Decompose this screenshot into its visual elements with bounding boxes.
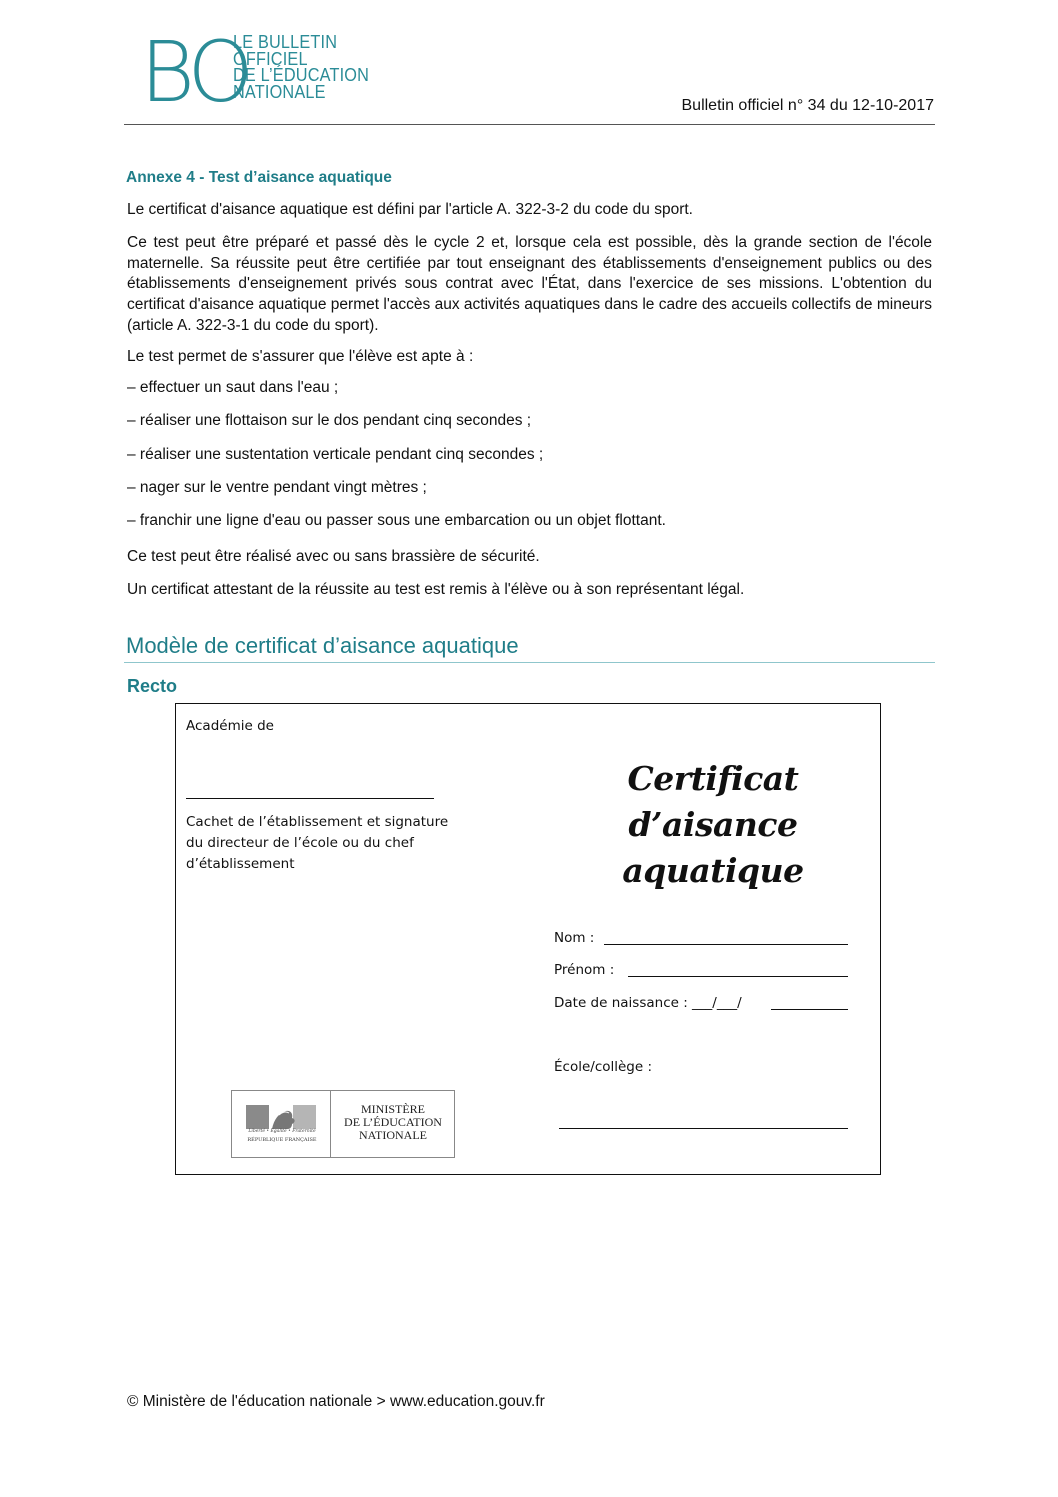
republic-name: RÉPUBLIQUE FRANÇAISE <box>247 1137 317 1143</box>
recto-heading: Recto <box>127 676 178 696</box>
birth-year-field-line <box>771 1009 848 1010</box>
bo-logo-line: NATIONALE <box>233 80 326 102</box>
name-label: Nom : <box>554 930 595 946</box>
certificate-note-paragraph: Un certificat attestant de la réussite au test est remis à l'élève ou à son représentant légal. <box>127 581 745 598</box>
academie-label: Académie de <box>186 718 274 734</box>
certificate-model <box>175 703 881 1175</box>
safety-vest-paragraph: Ce test peut être réalisé avec ou sans brassière de sécurité. <box>127 548 540 565</box>
bo-logo-line: LE BULLETIN <box>233 31 338 52</box>
certificate-title <box>568 756 858 894</box>
list-item: – réaliser une flottaison sur le dos pendant cinq secondes ; <box>127 412 532 430</box>
name-field-line <box>604 944 848 945</box>
stamp-signature-label: Cachet de l’établissement et signature du directeur de l’école ou du chef d’établissement <box>186 814 449 872</box>
annex-title: Annexe 4 - Test d’aisance aquatique <box>126 169 392 186</box>
bo-logo-line: DE L’ÉDUCATION <box>233 64 370 85</box>
bo-logo <box>140 23 380 121</box>
marianne-icon <box>246 1105 316 1129</box>
first-name-field-line <box>628 976 848 977</box>
list-item: – effectuer un saut dans l'eau ; <box>127 379 339 396</box>
test-intro-paragraph: Le test permet de s'assurer que l'élève est apte à : <box>127 348 474 365</box>
bulletin-reference: Bulletin officiel n° 34 du 12-10-2017 <box>681 97 934 114</box>
bo-logo-text <box>233 31 388 102</box>
certificate-title-line: Certificat d’aisance <box>627 759 799 844</box>
page-footer: © Ministère de l'éducation nationale > www.education.gouv.fr <box>127 1393 545 1410</box>
ministry-logo <box>231 1090 455 1158</box>
first-name-label: Prénom : <box>554 962 615 978</box>
list-item: – franchir une ligne d'eau ou passer sous une embarcation ou un objet flottant. <box>127 512 666 530</box>
ministry-name-line: DE L’ÉDUCATION <box>344 1115 442 1129</box>
school-label: École/collège : <box>554 1059 653 1075</box>
bo-logo-line: OFFICIEL <box>233 47 308 69</box>
ministry-name <box>332 1103 454 1142</box>
school-field-line <box>559 1128 848 1129</box>
birth-date-label: Date de naissance : ___/___/ <box>554 995 742 1011</box>
section-heading: Modèle de certificat d’aisance aquatique <box>126 633 519 658</box>
academie-field-line <box>186 798 434 799</box>
republic-motto: Liberté • Égalité • Fraternité <box>248 1129 316 1134</box>
logo-divider <box>330 1091 331 1157</box>
ministry-name-line: MINISTÈRE <box>361 1102 425 1116</box>
preparation-paragraph: Ce test peut être préparé et passé dès le cycle 2 et, lorsque cela est possible, dès la grande section de l'école maternelle. Sa réussite peut être certifiée par tout enseignant des établissements d'enseignement publics ou des établissements d'enseignement privés sous contrat avec l'État, dans l'exercice de ses missions. L'obtention du certificat d'aisance aquatique permet l'accès aux activités aquatiques dans le cadre des accueils collectifs de mineurs (article A. 322-3-1 du code du sport). <box>127 234 932 334</box>
intro-paragraph: Le certificat d'aisance aquatique est défini par l'article A. 322-3-2 du code du sport. <box>127 201 693 218</box>
certificate-title-line: aquatique <box>622 851 804 890</box>
header-divider <box>124 124 935 125</box>
ministry-name-line: NATIONALE <box>359 1128 427 1142</box>
section-divider <box>124 662 935 663</box>
list-item: – nager sur le ventre pendant vingt mètres ; <box>127 478 427 496</box>
list-item: – réaliser une sustentation verticale pendant cinq secondes ; <box>127 445 544 463</box>
skills-list <box>127 378 932 544</box>
bo-logo-mark: BO <box>140 23 248 121</box>
